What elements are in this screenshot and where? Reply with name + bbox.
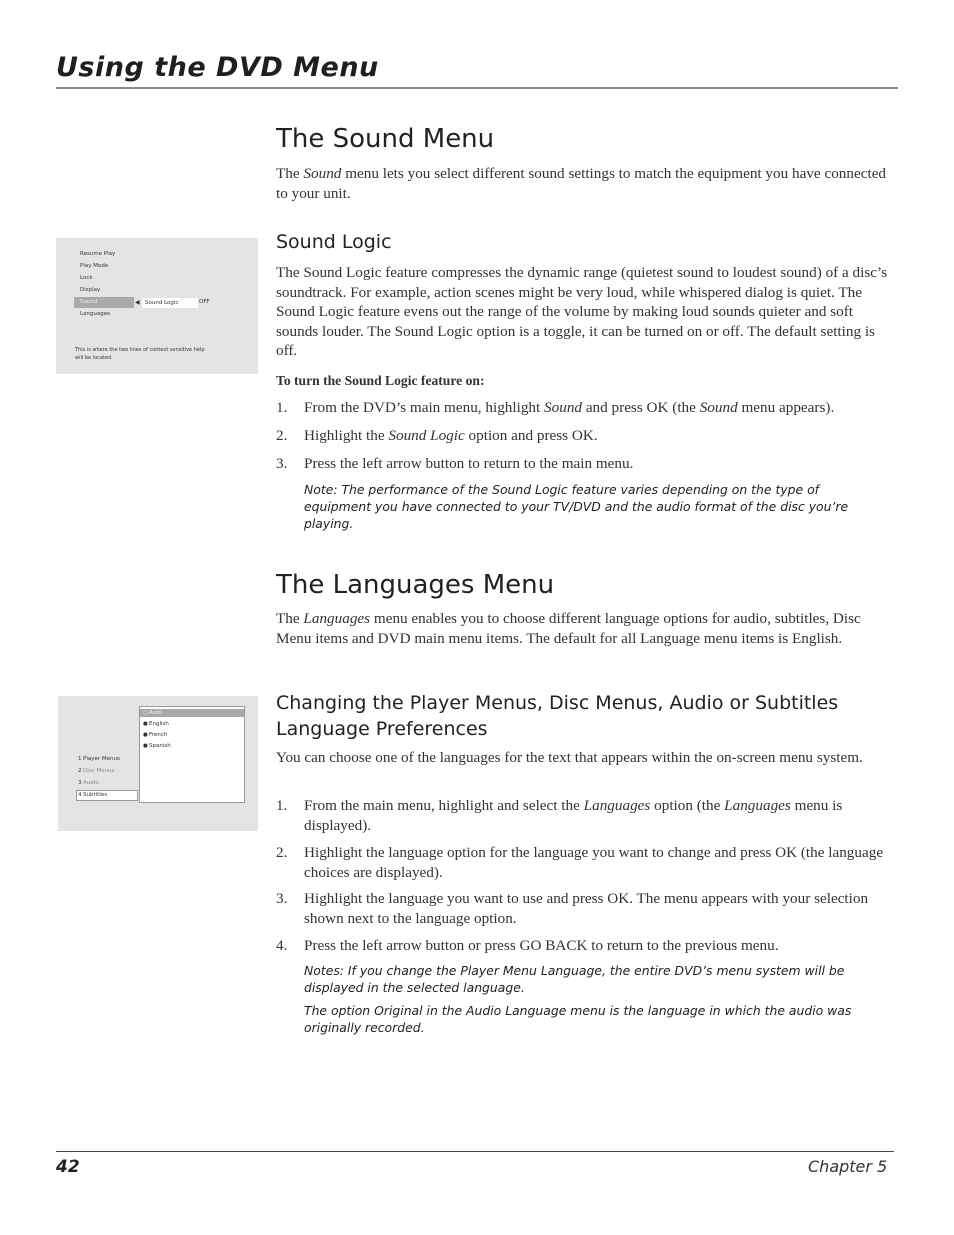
screen-left-item: Subtitles bbox=[83, 792, 108, 798]
footer-rule bbox=[56, 1151, 894, 1152]
screen-menu-item: Display bbox=[80, 287, 101, 293]
screen-help-text: This is where the two lines of context sensitive help bbox=[75, 347, 205, 353]
sound-menu-intro: The Sound menu lets you select different sound settings to match the equipment you have connected to your unit. bbox=[276, 165, 887, 202]
language-note-2: The option Original in the Audio Language menu is the language in which the audio was originally recorded. bbox=[304, 1003, 852, 1035]
header-rule bbox=[56, 87, 898, 89]
language-step-4: 4. Press the left arrow button or press GO BACK to return to the previous menu. bbox=[276, 937, 779, 954]
running-header-title: Using the DVD Menu bbox=[56, 52, 379, 83]
sound-logic-heading: Sound Logic bbox=[276, 231, 392, 253]
screen-menu-item: Resume Play bbox=[80, 251, 116, 257]
sound-step-1: 1. From the DVD’s main menu, highlight Sound and press OK (the Sound menu appears). bbox=[276, 399, 835, 416]
screen-option: Auto bbox=[149, 710, 162, 716]
languages-menu-screenshot bbox=[58, 696, 258, 831]
page-number: 42 bbox=[56, 1157, 80, 1177]
languages-menu-intro: The Languages menu enables you to choose different language options for audio, subtitles, Disc Menu items and DVD main menu items. The default for all Language menu items is English. bbox=[276, 610, 861, 647]
screen-submenu-value: OFF bbox=[199, 299, 210, 305]
screen-menu-item-selected: Sound bbox=[80, 299, 98, 305]
language-preferences-heading: Changing the Player Menus, Disc Menus, Audio or Subtitles Language Preferences bbox=[276, 692, 839, 740]
screen-left-item: Disc Menus bbox=[83, 768, 115, 774]
language-note-1: Notes: If you change the Player Menu Language, the entire DVD’s menu system will be displayed in the selected language. bbox=[304, 963, 845, 995]
languages-menu-title: The Languages Menu bbox=[276, 570, 555, 600]
screen-menu-item: Languages bbox=[80, 311, 111, 317]
screen-left-item-num: 4 bbox=[78, 792, 82, 798]
language-preferences-paragraph: You can choose one of the languages for the text that appears within the on-screen menu system. bbox=[276, 749, 863, 766]
screen-left-item: Audio bbox=[83, 780, 99, 786]
screen-left-item: Player Menus bbox=[83, 756, 120, 762]
sound-logic-paragraph: The Sound Logic feature compresses the dynamic range (quietest sound to loudest sound) of a disc’s soundtrack. For example, action scenes might be very loud, while whispered dialog is quiet. The Sound Logic feature evens out the range of the volume by making loud sounds quieter and soft sounds louder. The Sound Logic option is a toggle, it can be turned on or off. The default setting is off. bbox=[276, 264, 888, 359]
screen-left-item-num: 3 bbox=[78, 780, 82, 786]
sound-menu-title: The Sound Menu bbox=[276, 124, 495, 154]
screen-menu-item: Lock bbox=[80, 275, 93, 281]
screen-option-radio: ● bbox=[143, 721, 148, 727]
language-step-2: 2. Highlight the language option for the language you want to change and press OK (the language choices are displayed). bbox=[276, 844, 884, 881]
sound-menu-screenshot bbox=[56, 238, 258, 374]
speaker-icon: ◀ bbox=[135, 299, 140, 306]
screen-left-item-num: 1 bbox=[78, 756, 82, 762]
procedure-heading: To turn the Sound Logic feature on: bbox=[276, 373, 485, 388]
screen-option-radio: ● bbox=[143, 743, 148, 749]
screen-left-item-num: 2 bbox=[78, 768, 82, 774]
screen-option-radio: ● bbox=[143, 732, 148, 738]
language-step-1: 1. From the main menu, highlight and select the Languages option (the Languages menu is displayed). bbox=[276, 797, 843, 834]
screen-help-text: will be located. bbox=[75, 355, 113, 361]
screen-option-radio: ○ bbox=[143, 710, 148, 716]
sound-step-2: 2. Highlight the Sound Logic option and press OK. bbox=[276, 427, 598, 444]
sound-step-3: 3. Press the left arrow button to return to the main menu. bbox=[276, 455, 634, 472]
screen-option: Spanish bbox=[149, 743, 171, 749]
language-step-3: 3. Highlight the language you want to use and press OK. The menu appears with your selection shown next to the language option. bbox=[276, 890, 869, 927]
screen-submenu-item: Sound Logic bbox=[145, 300, 179, 306]
screen-menu-item: Play Mode bbox=[80, 263, 109, 269]
screen-option: French bbox=[149, 732, 168, 738]
screen-option: English bbox=[149, 721, 169, 727]
chapter-label: Chapter 5 bbox=[808, 1157, 888, 1176]
sound-logic-note: Note: The performance of the Sound Logic feature varies depending on the type of equipment you have connected to your TV/DVD and the audio format of the disc you’re playing. bbox=[304, 482, 849, 531]
